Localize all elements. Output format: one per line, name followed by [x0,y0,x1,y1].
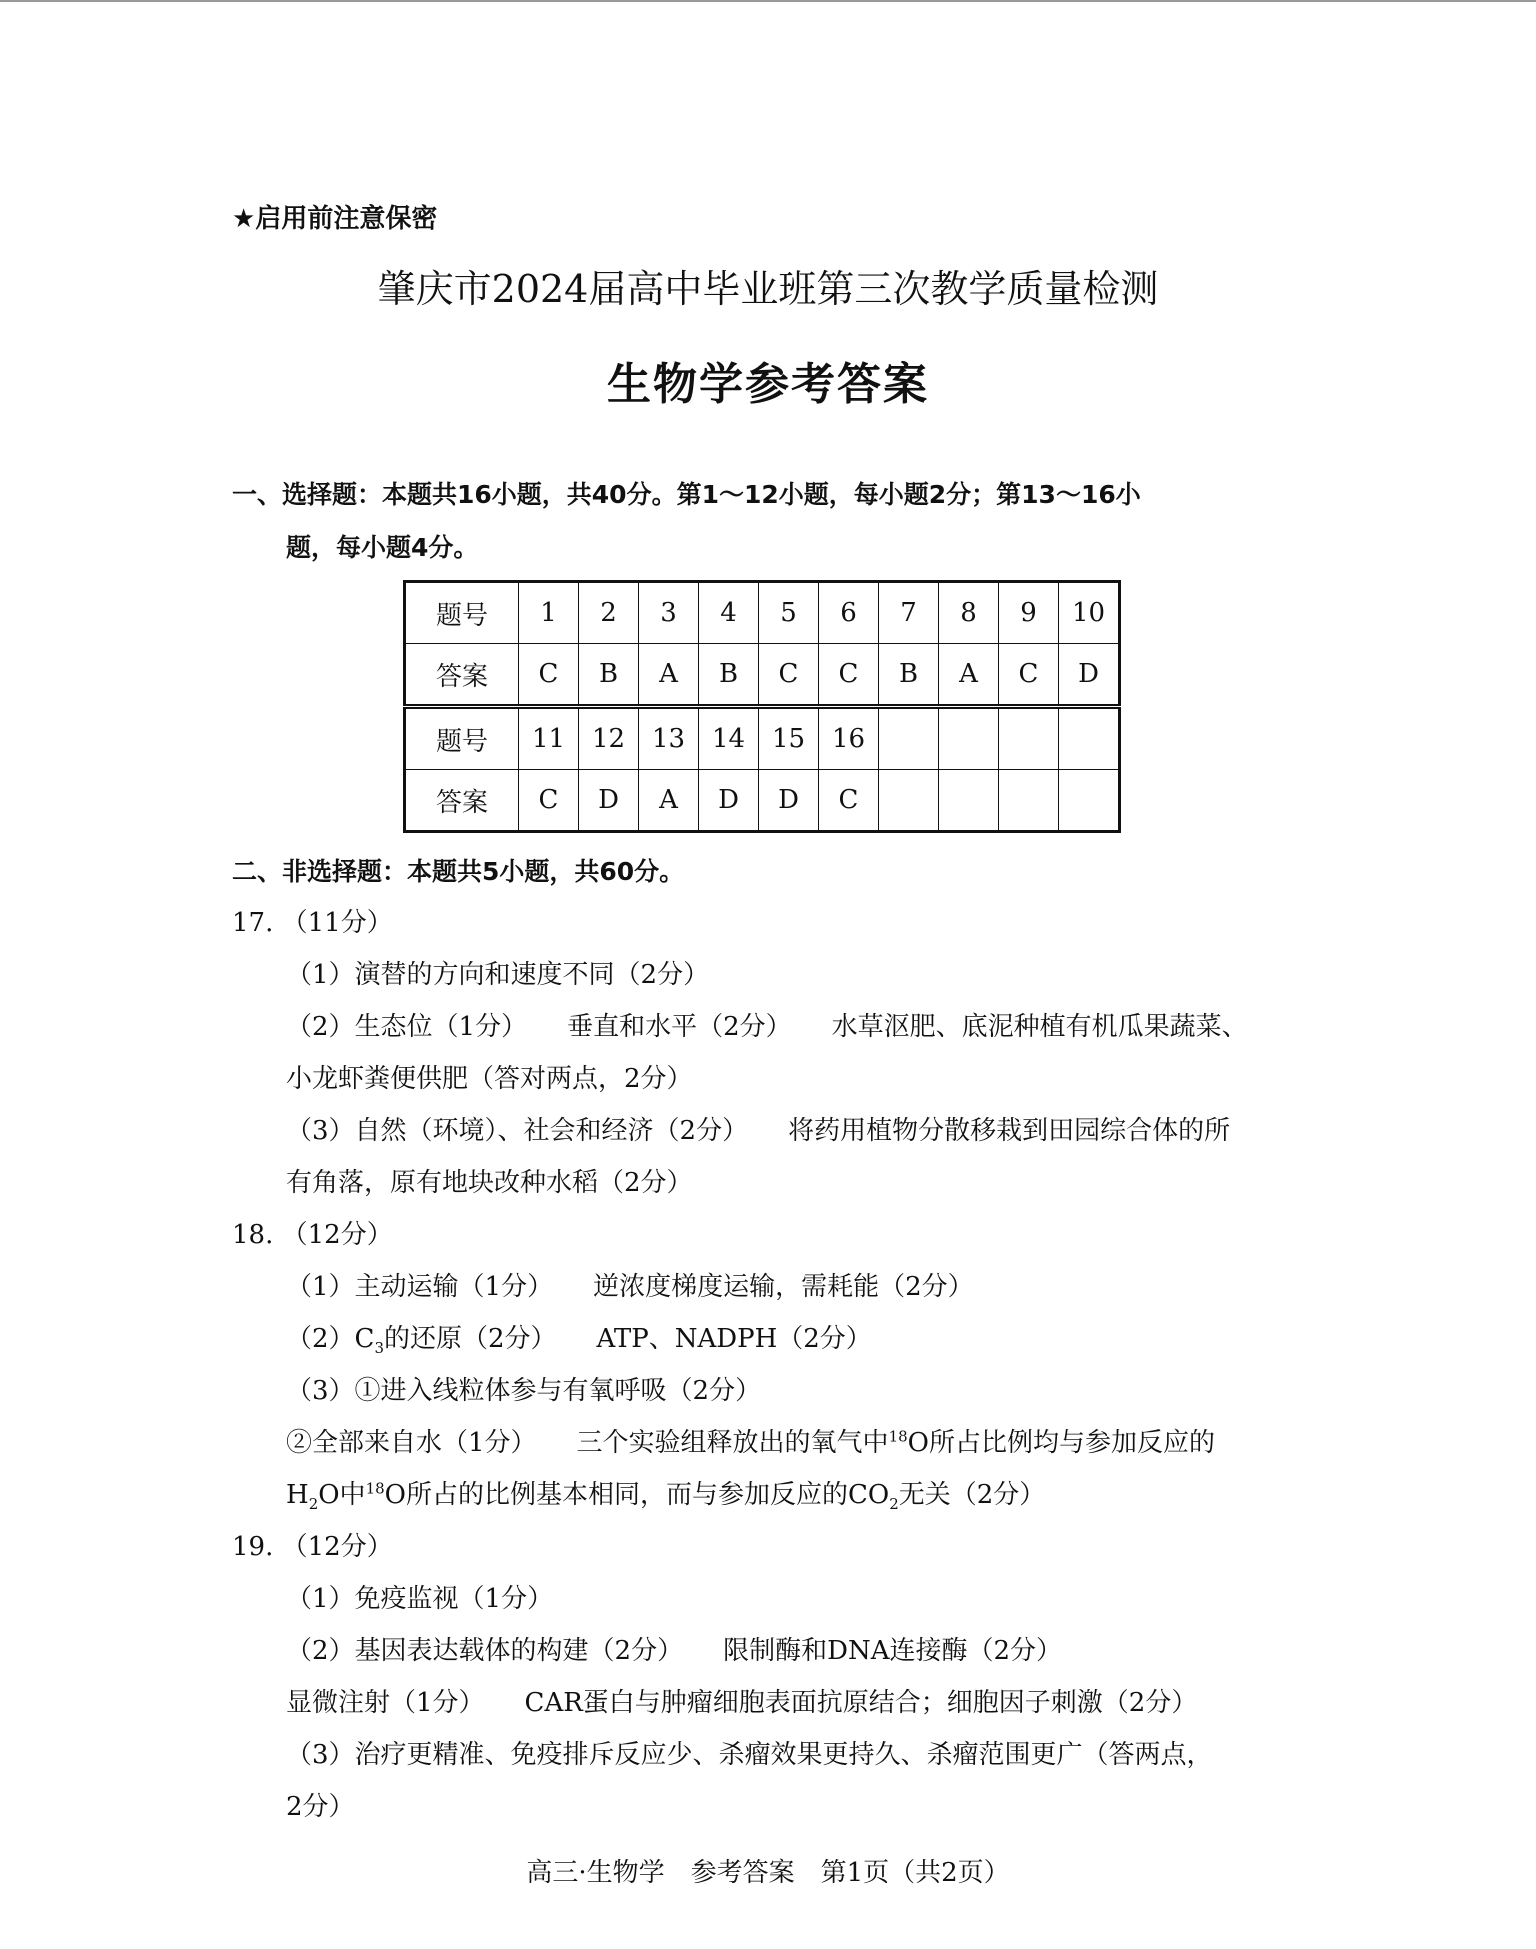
answer-cell: A [639,644,699,707]
question-number-cell: 5 [759,582,819,644]
question-number-cell: 11 [519,707,579,770]
question-number-row [405,707,1120,770]
q18-head: 18. （12分） [232,1220,393,1250]
q17-part3-cont: 有角落，原有地块改种水稻（2分） [286,1168,693,1198]
page-top-edge [0,0,1536,2]
question-number-cell: 6 [819,582,879,644]
q18-part1: （1）主动运输（1分） 逆浓度梯度运输，需耗能（2分） [286,1272,974,1302]
question-number-cell: 9 [999,582,1059,644]
q17-part3: （3）自然（环境）、社会和经济（2分） 将药用植物分散移栽到田园综合体的所 [286,1116,1231,1146]
answer-cell: C [819,770,879,832]
question-number-row [405,582,1120,644]
q19-part2: （2）基因表达载体的构建（2分） 限制酶和DNA连接酶（2分） [286,1636,1063,1666]
question-number-cell: 13 [639,707,699,770]
q19-head: 19. （12分） [232,1532,393,1562]
question-number-cell: 15 [759,707,819,770]
question-number-cell: 4 [699,582,759,644]
q17-head: 17. （11分） [232,908,393,938]
section2-heading: 二、非选择题：本题共5小题，共60分。 [232,857,685,886]
q19-part3-cont: 2分） [286,1792,355,1822]
answer-label-cell: 答案 [405,644,519,707]
answer-cell: C [999,644,1059,707]
confidential-notice: ★启用前注意保密 [232,204,438,234]
answer-cell [879,770,939,832]
q19-part1: （1）免疫监视（1分） [286,1584,554,1614]
answer-cell: B [699,644,759,707]
answer-cell: B [879,644,939,707]
question-number-cell: 10 [1059,582,1120,644]
question-number-cell: 14 [699,707,759,770]
question-number-cell: 16 [819,707,879,770]
page-footer: 高三·生物学 参考答案 第1页（共2页） [526,1858,1010,1888]
question-label-cell: 题号 [405,707,519,770]
answer-cell [1059,770,1120,832]
q17-part2: （2）生态位（1分） 垂直和水平（2分） 水草沤肥、底泥种植有机瓜果蔬菜、 [286,1012,1248,1042]
answer-cell: A [639,770,699,832]
document-subtitle: 生物学参考答案 [607,359,929,410]
question-number-cell [1059,707,1120,770]
star-icon: ★ [232,204,256,234]
question-number-cell: 3 [639,582,699,644]
answer-row [405,770,1120,832]
answer-cell: D [759,770,819,832]
question-label-cell: 题号 [405,582,519,644]
q19-part2-b: 显微注射（1分） CAR蛋白与肿瘤细胞表面抗原结合；细胞因子刺激（2分） [286,1688,1198,1718]
exam-title: 肇庆市2024届高中毕业班第三次教学质量检测 [377,267,1159,311]
answer-table [403,580,1121,833]
section1-heading: 一、选择题：本题共16小题，共40分。第1～12小题，每小题2分；第13～16小 [232,480,1141,509]
q19-part3: （3）治疗更精准、免疫排斥反应少、杀瘤效果更持久、杀瘤范围更广（答两点， [286,1740,1213,1770]
answer-row [405,644,1120,707]
q17-part1: （1）演替的方向和速度不同（2分） [286,960,710,990]
answer-cell: C [819,644,879,707]
q18-part2: $(2)C_3$的还原（2分） ATP、NADPH（2分） [286,1324,872,1358]
question-number-cell: 7 [879,582,939,644]
answer-cell: A [939,644,999,707]
answer-cell: B [579,644,639,707]
question-number-cell [999,707,1059,770]
question-number-cell [879,707,939,770]
question-number-cell: 1 [519,582,579,644]
answer-cell: D [1059,644,1120,707]
answer-cell: D [579,770,639,832]
answer-cell: C [759,644,819,707]
answer-cell [939,770,999,832]
q18-part3-b-cont: $H_2O$中$^{18}$O所占的比例基本相同，而与参加反应的$CO_2$无关（2分） [286,1479,1046,1514]
question-number-cell: 8 [939,582,999,644]
answer-label-cell: 答案 [405,770,519,832]
answer-cell [999,770,1059,832]
answer-cell: C [519,644,579,707]
answer-cell: D [699,770,759,832]
section1-heading-cont: 题，每小题4分。 [286,533,479,562]
question-number-cell: 12 [579,707,639,770]
q18-part3-b: ②全部来自水（1分） 三个实验组释放出的氧气中$^{18}$O所占比例均与参加反应的 [286,1427,1215,1458]
question-number-cell [939,707,999,770]
q17-part2-cont: 小龙虾粪便供肥（答对两点，2分） [286,1064,693,1094]
q18-part3: （3）①进入线粒体参与有氧呼吸（2分） [286,1376,762,1406]
answer-cell: C [519,770,579,832]
question-number-cell: 2 [579,582,639,644]
